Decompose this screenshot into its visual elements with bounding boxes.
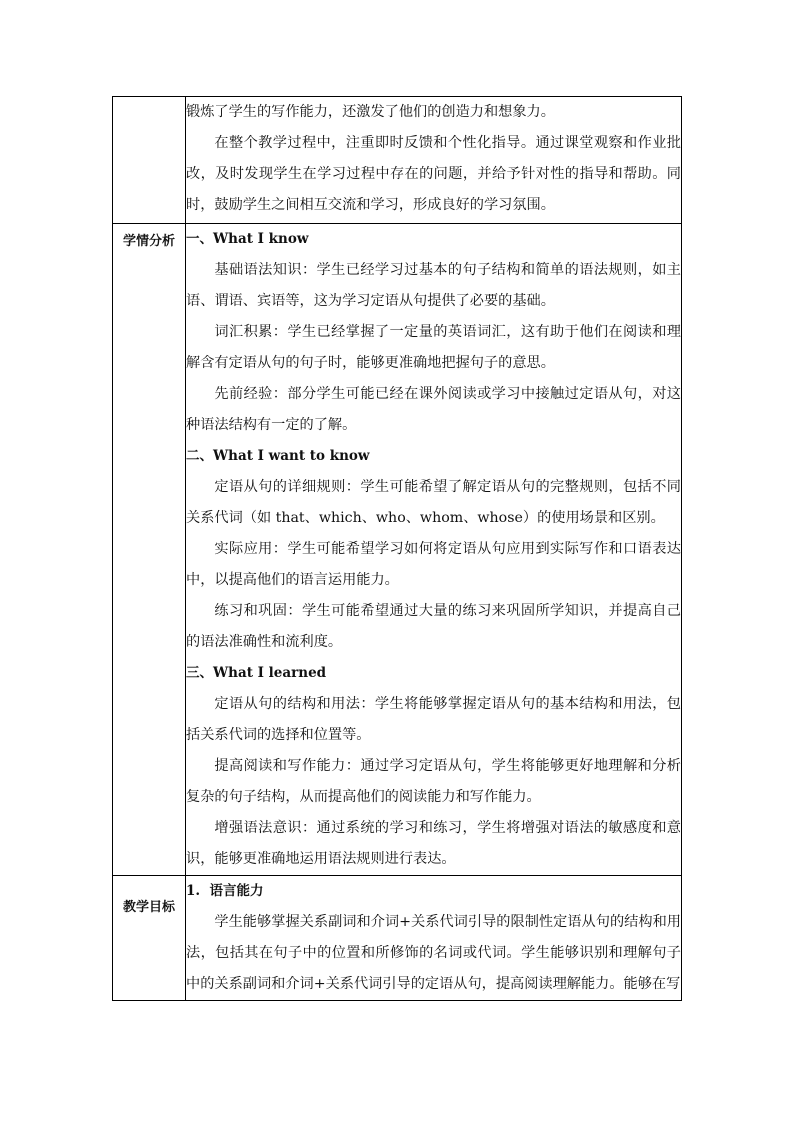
lesson-plan-table: [112, 96, 682, 1001]
paragraph: 学生能够掌握关系副词和介词+关系代词引导的限制性定语从句的结构和用法，包括其在句子中的位置和所修饰的名词或代词。学生能够识别和理解句子中的关系副词和介词+关系代词引导的定语从句，提高阅读理解能力。能够在写: [186, 914, 681, 992]
paragraph: 词汇积累：学生已经掌握了一定量的英语词汇，这有助于他们在阅读和理解含有定语从句的句子时，能够更准确地把握句子的意思。: [186, 324, 681, 371]
row-content: [186, 97, 682, 224]
paragraph: 提高阅读和写作能力：通过学习定语从句，学生将能够更好地理解和分析复杂的句子结构，从而提高他们的阅读能力和写作能力。: [186, 758, 681, 805]
paragraph: 练习和巩固：学生可能希望通过大量的练习来巩固所学知识，并提高自己的语法准确性和流利度。: [186, 603, 681, 650]
paragraph: 先前经验：部分学生可能已经在课外阅读或学习中接触过定语从句，对这种语法结构有一定的了解。: [186, 386, 681, 433]
section-heading: 三、What I learned: [186, 665, 327, 681]
row-label-learning-analysis: 学情分析: [113, 224, 186, 876]
paragraph: 在整个教学过程中，注重即时反馈和个性化指导。通过课堂观察和作业批改，及时发现学生在学习过程中存在的问题，并给予针对性的指导和帮助。同时，鼓励学生之间相互交流和学习，形成良好的学习氛围。: [186, 135, 681, 213]
table-row: [113, 876, 682, 1001]
section-heading: [186, 876, 681, 907]
paragraph: 定语从句的详细规则：学生可能希望了解定语从句的完整规则，包括不同关系代词（如 that、which、who、whom、whose）的使用场景和区别。: [186, 479, 681, 526]
teaching-goals-content: [186, 876, 682, 1001]
table-row: [113, 97, 682, 224]
paragraph: 定语从句的结构和用法：学生将能够掌握定语从句的基本结构和用法，包括关系代词的选择和位置等。: [186, 696, 681, 743]
paragraph: 基础语法知识：学生已经学习过基本的句子结构和简单的语法规则，如主语、谓语、宾语等，这为学习定语从句提供了必要的基础。: [186, 262, 681, 309]
heading-number: 1.: [186, 883, 201, 899]
heading-text: 语言能力: [209, 883, 264, 899]
row-label-teaching-goals: 教学目标: [113, 876, 186, 1001]
paragraph: 实际应用：学生可能希望学习如何将定语从句应用到实际写作和口语表达中，以提高他们的语言运用能力。: [186, 541, 681, 588]
table-row: [113, 224, 682, 876]
section-heading: 二、What I want to know: [186, 448, 370, 464]
paragraph: 锻炼了学生的写作能力，还激发了他们的创造力和想象力。: [186, 104, 555, 120]
section-heading: 一、What I know: [186, 231, 309, 247]
learning-analysis-content: [186, 224, 682, 876]
row-label: [113, 97, 186, 224]
paragraph: 增强语法意识：通过系统的学习和练习，学生将增强对语法的敏感度和意识，能够更准确地运用语法规则进行表达。: [186, 820, 681, 867]
